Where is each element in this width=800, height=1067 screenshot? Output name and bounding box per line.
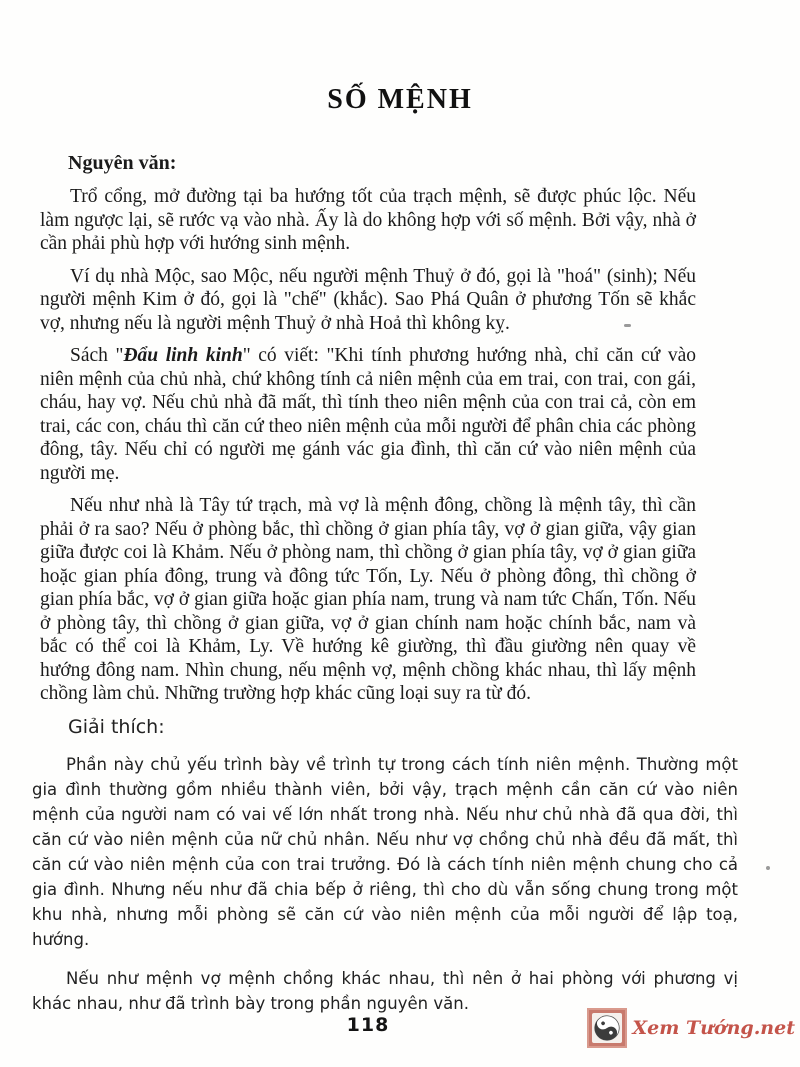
paragraph: Trổ cổng, mở đường tại ba hướng tốt của trạch mệnh, sẽ được phúc lộc. Nếu làm ngược lại, sẽ rước vạ vào nhà. Ấy là do không hợp với số mệnh. Bởi vậy, nhà ở cần phải phù hợp với hướng sinh mệnh. [40,186,696,254]
paragraph-text: Sách " [70,345,124,366]
page-number: 118 [346,1014,390,1036]
yin-yang-icon-frame [592,1013,622,1043]
paragraph: Nếu như mệnh vợ mệnh chồng khác nhau, thì nên ở hai phòng với phương vị khác nhau, như đã trình bày trong phần nguyên văn. [32,969,738,1013]
paragraph: Nếu như nhà là Tây tứ trạch, mà vợ là mệnh đông, chồng là mệnh tây, thì cần phải ở ra sao? Nếu ở phòng bắc, thì chồng ở gian phía tây, vợ ở gian giữa, vậy gian giữa được coi là Khảm. Nếu ở phòng nam, thì chồng ở gian phía tây, vợ ở gian giữa hoặc gian phía đông, trung và đông tức Tốn, Ly. Nếu ở phòng đông, thì chồng ở gian phía bắc, vợ ở gian giữa hoặc gian phía nam, trung và nam tức Chấn, Tốn. Nếu ở phòng tây, thì chồng ở gian giữa, vợ ở gian chính nam hoặc chính bắc, nam và bắc có thể coi là Khảm, Ly. Về hướng kê giường, thì đầu giường nên quay về hướng đông nam. Nhìn chung, nếu mệnh vợ, mệnh chồng khác nhau, thì lấy mệnh chồng làm chủ. Những trường hợp khác cũng loại suy ra từ đó. [40,495,696,704]
watermark [587,1008,795,1048]
scan-speck [624,324,631,327]
explanation-section [32,716,738,1030]
paragraph-text: " có viết: "Khi tính phương hướng nhà, chỉ căn cứ vào niên mệnh của chủ nhà, chứ không tính cả niên mệnh của em trai, con trai, con gái, cháu, hay vợ. Nếu chủ nhà đã mất, thì tính theo niên mệnh của con trai cả, còn em trai, các con, cháu thì căn cứ theo niên mệnh của mỗi người để phân chia các phòng đông, tây. Nếu chỉ có người mẹ gánh vác gia đình, thì căn cứ vào niên mệnh của người mẹ. [40,345,696,484]
paragraph: Ví dụ nhà Mộc, sao Mộc, nếu người mệnh Thuỷ ở đó, gọi là "hoá" (sinh); Nếu người mệnh Kim ở đó, gọi là "chế" (khắc). Sao Phá Quân ở phương Tốn sẽ khắc vợ, nhưng nếu là người mệnh Thuỷ ở nhà Hoả thì không kỵ. [40,265,696,334]
paragraph: Phần này chủ yếu trình bày về trình tự trong cách tính niên mệnh. Thường một gia đình thường gồm nhiều thành viên, bởi vậy, trạch mệnh cần căn cứ vào niên mệnh của người nam có vai vế lớn nhất trong nhà. Nếu như chủ nhà đã qua đời, thì căn cứ vào niên mệnh của nữ chủ nhân. Nếu như vợ chồng chủ nhà đều đã mất, thì căn cứ vào niên mệnh của con trai trưởng. Đó là cách tính niên mệnh chung cho cả gia đình. Nhưng nếu như đã chia bếp ở riêng, thì cho dù vẫn sống chung trong một khu nhà, nhưng mỗi phòng sẽ căn cứ vào niên mệnh của mỗi người để lập toạ, hướng. [32,755,738,949]
paragraph [40,344,696,485]
page-title: SỐ MỆNH [327,84,473,115]
original-text-section [40,152,696,715]
yin-yang-icon [587,1008,627,1048]
book-title: Đẩu linh kinh [123,345,243,366]
original-section-heading: Nguyên văn: [68,152,177,174]
scan-speck [766,866,770,870]
explanation-section-heading: Giải thích: [68,716,165,738]
watermark-text: Xem Tướng.net [632,1017,795,1039]
